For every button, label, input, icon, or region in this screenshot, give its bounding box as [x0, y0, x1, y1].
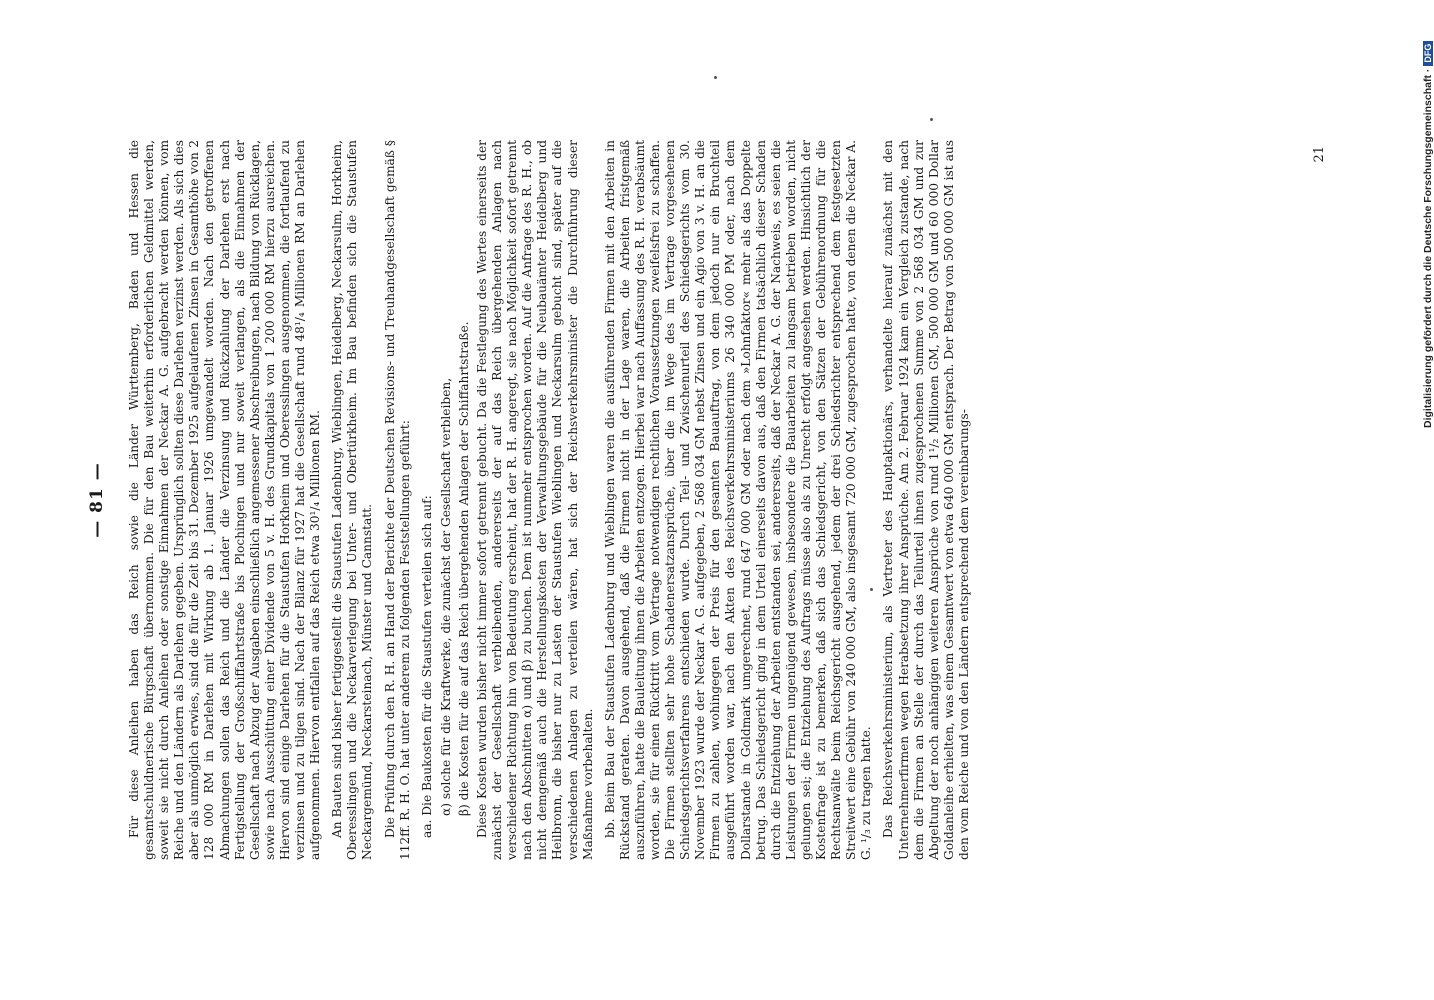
dfg-logo: DFG	[1423, 41, 1433, 66]
paragraph: Das Reichsverkehrsministerium, als Vertreter des Hauptaktionärs, verhandelte hierauf zunächst mit den Unternehmerfirmen wegen Herabsetzung ihrer Ansprüche. Am 2. Februar 1924 kam ein Vergleich zustande, nach dem die Firmen an Stelle der durch das Teilurteil ihnen zugesprochenen Summe von 2 568 034 GM und zur Abgeltung der noch anhängigen weiteren Ansprüche von rund 1¹/₂ Millionen GM, 500 000 GM und 60 000 Dollar Goldanleihe erhielten, was einem Gesamtwert von etwa 640 000 GM entsprach. Der Betrag von 500 000 GM ist aus den vom Reiche und von den Ländern entsprechend dem vereinbarungs-	[881, 140, 971, 860]
paragraph: Diese Kosten wurden bisher nicht immer sofort getrennt gebucht. Da die Festlegung des Wertes einerseits der zunächst der Gesellschaft verbleibenden, andererseits der auf das Reich übergehenden Anlagen nach verschiedener Richtung hin von Bedeutung erscheint, hat der R. H. angeregt, sie nach Möglichkeit sofort getrennt nach den Abschnitten α) und β) zu buchen. Dem ist nunmehr entsprochen worden. Auf die Anfrage des R. H., ob nicht demgemäß auch die Herstellungskosten der Verwaltungsgebäude für die Neubauämter Heidelberg und Heilbronn, die bisher nur zu Lasten der Staustufen Wieblingen und Neckarsulm gebucht sind, später auf die verschiedenen Anlagen zu verteilen wären, hat sich der Reichsverkehrsminister die Durchführung dieser Maßnahme vorbehalten.	[474, 140, 595, 860]
paragraph: β) die Kosten für die auf das Reich übergehenden Anlagen der Schiffahrtstraße.	[456, 321, 471, 816]
paragraph: aa. Die Baukosten für die Staustufen verteilen sich auf:	[419, 495, 434, 838]
footer-page-number: 21	[1312, 146, 1327, 163]
paragraph: α) solche für die Kraftwerke, die zunächst der Gesellschaft verbleiben,	[438, 377, 453, 816]
scan-speck	[714, 76, 717, 79]
page-content	[87, 140, 1327, 860]
paragraph: Die Prüfung durch den R. H. an Hand der Berichte der Deutschen Revisions- und Treuhandgesellschaft gemäß § 112ff. R. H. O. hat unter anderem zu folgenden Feststellungen geführt:	[382, 140, 412, 860]
scan-speck	[930, 118, 933, 121]
paragraph: bb. Beim Bau der Staustufen Ladenburg und Wieblingen waren die ausführenden Firmen mit den Arbeiten in Rückstand geraten. Davon ausgehend, daß die Firmen nicht in der Lage waren, die Arbeiten fristgemäß auszuführen, hatte die Bauleitung ihnen die Arbeiten entzogen. Hierbei war nach Auffassung des R. H. verabsäumt worden, sie für einen Rücktritt vom Vertrage notwendigen rechtlichen Voraussetzungen zweifelsfrei zu schaffen. Die Firmen stellten sehr hohe Schadenersatzansprüche, über die im Wege des im Vertrage vorgesehenen Schiedsgerichtsverfahrens entschieden wurde. Durch Teil- und Zwischenurteil des Schiedsgerichts vom 30. November 1923 wurde der Neckar A. G. aufgegeben, 2 568 034 GM nebst Zinsen und ein Agio von 3 v. H. an die Firmen zu zahlen, wohingegen der Preis für den gesamten Bauauftrag, von dem jedoch nur ein Bruchteil ausgeführt worden war, nach den Akten des Reichsverkehrsministeriums 26 340 000 PM oder, nach dem Dollarstande in Goldmark umgerechnet, rund 647 000 GM oder nach dem »Lohnfaktor« mehr als das Doppelte betrug. Das Schiedsgericht ging in dem Urteil einerseits davon aus, daß den Firmen tatsächlich dieser Schaden durch die Entziehung der Arbeiten entstanden sei, andererseits, daß der Neckar A. G. der Nachweis, es seien die Leistungen der Firmen ungenügend gewesen, insbesondere die Bauarbeiten zu langsam betrieben worden, nicht gelungen sei; die Entziehung des Auftrags müsse also als zu Unrecht erfolgt angesehen werden. Hinsichtlich der Kostenfrage ist zu bemerken, daß sich das Schiedsgericht, von den Sätzen der Gebührenordnung für die Rechtsanwälte beim Reichsgericht ausgehend, jedem der drei Schiedsrichter entsprechend dem festgesetzten Streitwert eine Gebühr von 240 000 GM, also insgesamt 720 000 GM, zugesprochen hatte, von denen die Neckar A. G. ¹/₃ zu tragen hatte.	[602, 140, 874, 860]
document-body	[127, 140, 1293, 860]
credit-text: Digitalisierung gefördert durch die Deutsche Forschungsgemeinschaft ·	[1422, 68, 1434, 428]
page-header: — 81 —	[87, 462, 107, 538]
rotated-document-page	[87, 140, 1327, 860]
digitization-credit	[1420, 8, 1434, 998]
paragraph: An Bauten sind bisher fertiggestellt die Staustufen Ladenburg, Wieblingen, Heidelberg, Neckarsulm, Horkheim, Oberesslingen und die Neckarverlegung bei Unter- und Obertürkheim. Im Bau befinden sich die Staustufen Neckargemünd, Neckarsteinach, Münster und Cannstatt.	[330, 140, 375, 860]
paragraph: Für diese Anleihen haben das Reich sowie die Länder Württemberg, Baden und Hessen die gesamtschuldnerische Bürgschaft übernommen. Die für den Bau weiterhin erforderlichen Geldmittel werden, soweit sie nicht durch Anleihen oder sonstige Einnahmen der Neckar A. G. aufgebracht werden können, vom Reiche und den Ländern als Darlehen gegeben. Ursprünglich sollten diese Darlehen verzinst werden. Als sich dies aber als unmöglich erwies, sind die für die Zeit bis 31. Dezember 1925 aufgelaufenen Zinsen in Gesamthöhe von 2 128 000 RM in Darlehen mit Wirkung ab 1. Januar 1926 umgewandelt worden. Nach den getroffenen Abmachungen sollen das Reich und die Länder die Verzinsung und Rückzahlung der Darlehen erst nach Fertigstellung der Großschiffahrtstraße bis Plochingen und nur soweit verlangen, als die Einnahmen der Gesellschaft nach Abzug der Ausgaben einschließlich angemessener Abschreibungen, nach Bildung von Rücklagen, sowie nach Ausschüttung einer Dividende von 5 v. H. des Grundkapitals von 1 200 000 RM hierzu ausreichen. Hiervon sind einige Darlehen für die Staustufen Horkheim und Oberesslingen ausgenommen, die fortlaufend zu verzinsen und zu tilgen sind. Nach der Bilanz für 1927 hat die Gesellschaft rund 48¹/₄ Millionen RM an Darlehen aufgenommen. Hiervon entfallen auf das Reich etwa 30¹/₄ Millionen RM.	[127, 140, 323, 860]
scan-speck	[870, 588, 873, 591]
